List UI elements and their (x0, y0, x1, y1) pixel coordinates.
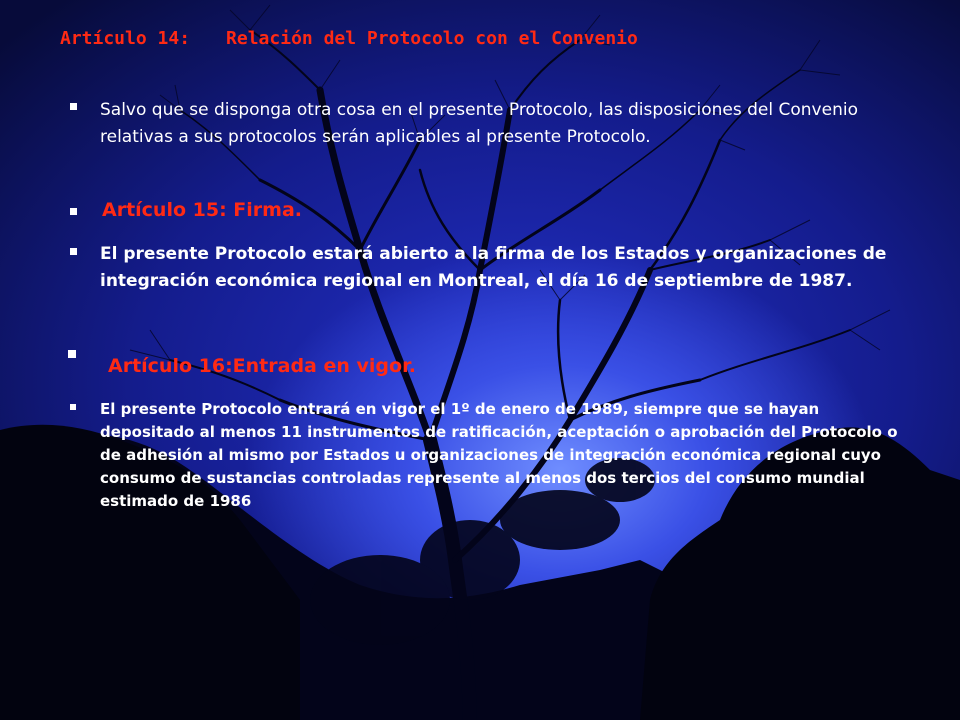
heading-article-16: Artículo 16:Entrada en vigor. (108, 355, 416, 377)
bullet-square-icon (68, 350, 76, 358)
bullet-square-icon (70, 248, 77, 255)
title-article-number: Artículo 14: (60, 28, 191, 49)
bullet-square-icon (70, 103, 77, 110)
tree-twigs (130, 5, 890, 360)
title-subject: Relación del Protocolo con el Convenio (226, 28, 638, 49)
bullet-square-icon (70, 208, 77, 215)
bullet-square-icon (70, 404, 76, 410)
paragraph-article-16: El presente Protocolo entrará en vigor el 1º de enero de 1989, siempre que se hayan depositado al menos 11 instrumentos de ratificación, aceptación o aprobación del Protocolo o de adhesión al mismo por Estados u organizaciones de integración económica regional cuyo consumo de sustancias controladas represente al menos dos tercios del consumo mundial estimado de 1986 (100, 400, 898, 510)
paragraph-article-15: El presente Protocolo estará abierto a la firma de los Estados y organizaciones de integración económica regional en Montreal, el día 16 de septiembre de 1987. (100, 244, 887, 291)
slide-title (60, 28, 638, 49)
heading-article-15: Artículo 15: Firma. (102, 199, 302, 221)
paragraph-article-14: Salvo que se disponga otra cosa en el presente Protocolo, las disposiciones del Convenio relativas a sus protocolos serán aplicables al presente Protocolo. (100, 100, 858, 147)
